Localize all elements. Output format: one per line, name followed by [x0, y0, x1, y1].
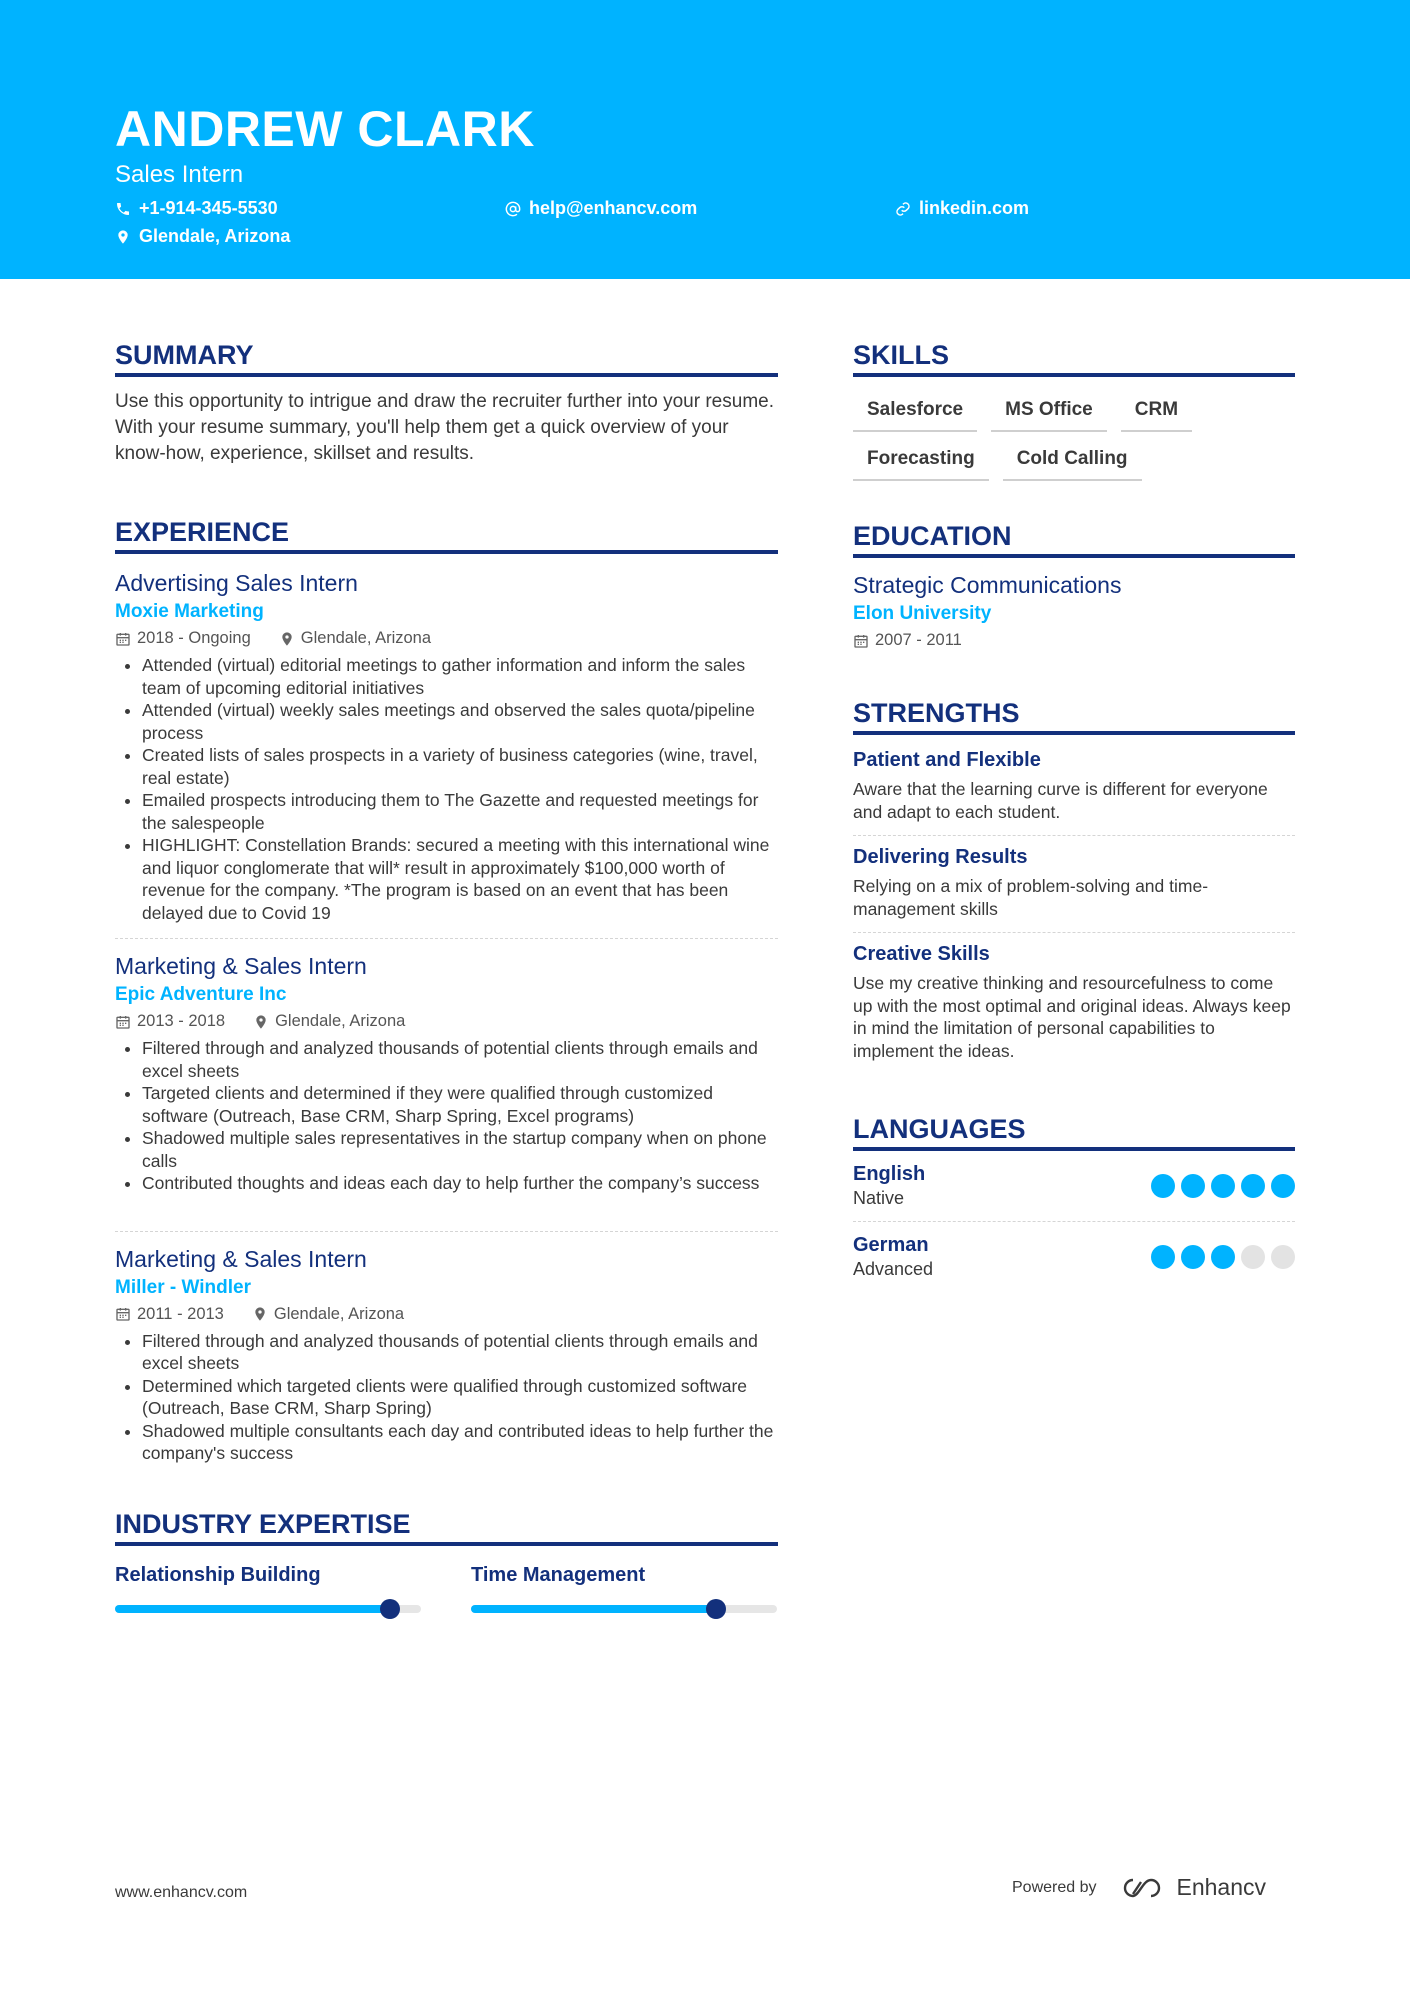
contact-email[interactable] [505, 198, 697, 219]
rating-dot-filled [1181, 1245, 1205, 1269]
education-heading: EDUCATION [853, 521, 1295, 558]
bullet: • Shadowed multiple consultants each day and contributed ideas to help further the company's success [142, 1420, 778, 1465]
job-location: Glendale, Arizona [275, 1012, 406, 1030]
skill-tag: Salesforce [853, 395, 977, 432]
job-dates: 2013 - 2018 [137, 1012, 226, 1030]
brand-name: Enhancv [1176, 1874, 1267, 1900]
experience-item [115, 953, 778, 1195]
enhancv-logo-icon [1119, 1876, 1165, 1900]
school-name: Elon University [853, 603, 992, 624]
experience-heading: EXPERIENCE [115, 517, 778, 554]
phone-text: +1-914-345-5530 [139, 198, 278, 218]
expertise-bar [115, 1605, 421, 1613]
rating-dot-filled [1151, 1245, 1175, 1269]
language-level: Native [853, 1188, 905, 1208]
location-pin-icon [253, 1014, 269, 1030]
language-name: English [853, 1163, 926, 1185]
job-title: Advertising Sales Intern [115, 570, 358, 596]
languages-list [853, 1151, 1295, 1292]
location-pin-icon [279, 631, 295, 647]
bullet: • Attended (virtual) weekly sales meetings and observed the sales quota/pipeline process [142, 699, 778, 744]
skills-list [853, 395, 1295, 481]
expertise-heading: INDUSTRY EXPERTISE [115, 1509, 778, 1546]
rating-dot-filled [1211, 1245, 1235, 1269]
job-location: Glendale, Arizona [300, 629, 432, 647]
divider [115, 938, 778, 939]
job-title: Marketing & Sales Intern [115, 953, 367, 979]
bullet: • Determined which targeted clients were qualified through customized software (Outreach, Base CRM, Sharp Spring) [142, 1375, 778, 1420]
link-icon [895, 201, 911, 217]
strengths-heading: STRENGTHS [853, 698, 1295, 735]
summary-text: Use this opportunity to intrigue and draw the recruiter further into your resume. With your resume summary, you'll help them get a quick overview of your know-how, experience, skillset and results. [115, 391, 774, 464]
rating-dot-filled [1271, 1174, 1295, 1198]
bullet: • HIGHLIGHT: Constellation Brands: secured a meeting with this international wine and liquor conglomerate that will* result in approximately $100,000 worth of revenue for the company. *The program is based on an event that has been delayed due to Covid 19 [142, 834, 778, 924]
expertise-bar-fill [471, 1605, 716, 1613]
education-meta [853, 631, 1295, 650]
rating-dot-filled [1211, 1174, 1235, 1198]
rating-dot-filled [1151, 1174, 1175, 1198]
calendar-icon [115, 631, 131, 647]
bullet: • Filtered through and analyzed thousands of potential clients through emails and excel sheets [142, 1330, 778, 1375]
strength-item [853, 739, 1295, 835]
phone-icon [115, 201, 131, 217]
job-bullets [115, 654, 778, 924]
resume-header [0, 0, 1410, 279]
language-name: German [853, 1234, 929, 1256]
job-location: Glendale, Arizona [273, 1304, 405, 1323]
expertise-bar-knob [706, 1599, 726, 1619]
language-level: Advanced [853, 1259, 934, 1279]
strength-desc: Aware that the learning curve is different for everyone and adapt to each student. [853, 779, 1268, 822]
skill-tag: Forecasting [853, 444, 989, 481]
job-dates: 2011 - 2013 [137, 1304, 224, 1323]
skill-tag: Cold Calling [1003, 444, 1142, 481]
skill-tag: CRM [1121, 395, 1192, 432]
rating-dot-filled [1241, 1174, 1265, 1198]
job-bullets [115, 1330, 778, 1465]
strength-desc: Use my creative thinking and resourcefulness to come up with the most optimal and original ideas. Always keep in mind the limitation of personal capabilities to implement the ideas. [853, 973, 1291, 1061]
bullet: • Filtered through and analyzed thousands of potential clients through emails and excel sheets [142, 1037, 778, 1082]
bullet: • Emailed prospects introducing them to The Gazette and requested meetings for the salespeople [142, 789, 778, 834]
calendar-icon [853, 633, 869, 649]
company-name: Moxie Marketing [115, 601, 264, 622]
strength-title: Delivering Results [853, 846, 1028, 868]
location-text: Glendale, Arizona [139, 226, 291, 246]
bullet: • Targeted clients and determined if they were qualified through customized software (Outreach, Base CRM, Sharp Spring, Excel programs) [142, 1082, 778, 1127]
location-pin-icon [252, 1306, 268, 1322]
job-meta [115, 1305, 778, 1324]
expertise-label: Time Management [471, 1563, 646, 1586]
footer-website[interactable]: www.enhancv.com [115, 1884, 248, 1901]
powered-by-text: Powered by [1012, 1878, 1097, 1896]
left-column [115, 340, 778, 1613]
job-dates: 2018 - Ongoing [137, 629, 251, 647]
rating-dot-empty [1271, 1245, 1295, 1269]
expertise-list [115, 1564, 778, 1613]
job-title: Marketing & Sales Intern [115, 1245, 367, 1272]
calendar-icon [115, 1014, 131, 1030]
company-name: Epic Adventure Inc [115, 984, 287, 1005]
at-icon [505, 201, 521, 217]
right-column [853, 340, 1295, 1292]
education-dates: 2007 - 2011 [875, 631, 962, 649]
divider [115, 1231, 778, 1232]
languages-heading: LANGUAGES [853, 1114, 1295, 1151]
bullet: • Contributed thoughts and ideas each day to help further the company’s success [142, 1172, 778, 1195]
strength-item [853, 836, 1295, 932]
expertise-label: Relationship Building [115, 1563, 321, 1586]
expertise-bar-knob [380, 1599, 400, 1619]
job-meta [115, 629, 778, 648]
rating-dot-filled [1181, 1174, 1205, 1198]
expertise-item [115, 1564, 421, 1613]
expertise-item [471, 1564, 777, 1613]
language-item [853, 1222, 1295, 1292]
contact-linkedin[interactable] [895, 198, 1029, 219]
brand-logo[interactable] [1119, 1874, 1267, 1901]
experience-item [115, 1246, 778, 1465]
linkedin-text: linkedin.com [919, 198, 1030, 218]
strength-desc: Relying on a mix of problem-solving and time-management skills [853, 876, 1209, 919]
bullet: • Created lists of sales prospects in a variety of business categories (wine, travel, real estate) [142, 744, 778, 789]
bullet: • Shadowed multiple sales representatives in the startup company when on phone calls [142, 1127, 778, 1172]
degree-title: Strategic Communications [853, 572, 1122, 598]
footer-branding [1012, 1874, 1266, 1901]
candidate-name: ANDREW CLARK [115, 101, 535, 157]
contact-phone[interactable] [115, 198, 278, 219]
email-text: help@enhancv.com [529, 198, 698, 218]
contact-location [115, 226, 290, 247]
job-bullets [115, 1037, 778, 1195]
experience-item [115, 570, 778, 924]
strength-item [853, 933, 1295, 1074]
summary-heading: SUMMARY [115, 340, 778, 377]
skills-heading: SKILLS [853, 340, 1295, 377]
language-rating [1151, 1245, 1295, 1269]
strength-title: Creative Skills [853, 943, 990, 965]
skill-tag: MS Office [991, 395, 1107, 432]
company-name: Miller - Windler [115, 1276, 252, 1298]
expertise-bar-fill [115, 1605, 390, 1613]
calendar-icon [115, 1306, 131, 1322]
location-pin-icon [115, 229, 131, 245]
strength-title: Patient and Flexible [853, 749, 1041, 771]
bullet: • Attended (virtual) editorial meetings to gather information and inform the sales team of upcoming editorial initiatives [142, 654, 778, 699]
job-meta [115, 1012, 778, 1031]
candidate-title: Sales Intern [115, 161, 244, 188]
expertise-bar [471, 1605, 777, 1613]
rating-dot-empty [1241, 1245, 1265, 1269]
language-item [853, 1151, 1295, 1221]
language-rating [1151, 1174, 1295, 1198]
strengths-list [853, 739, 1295, 1074]
